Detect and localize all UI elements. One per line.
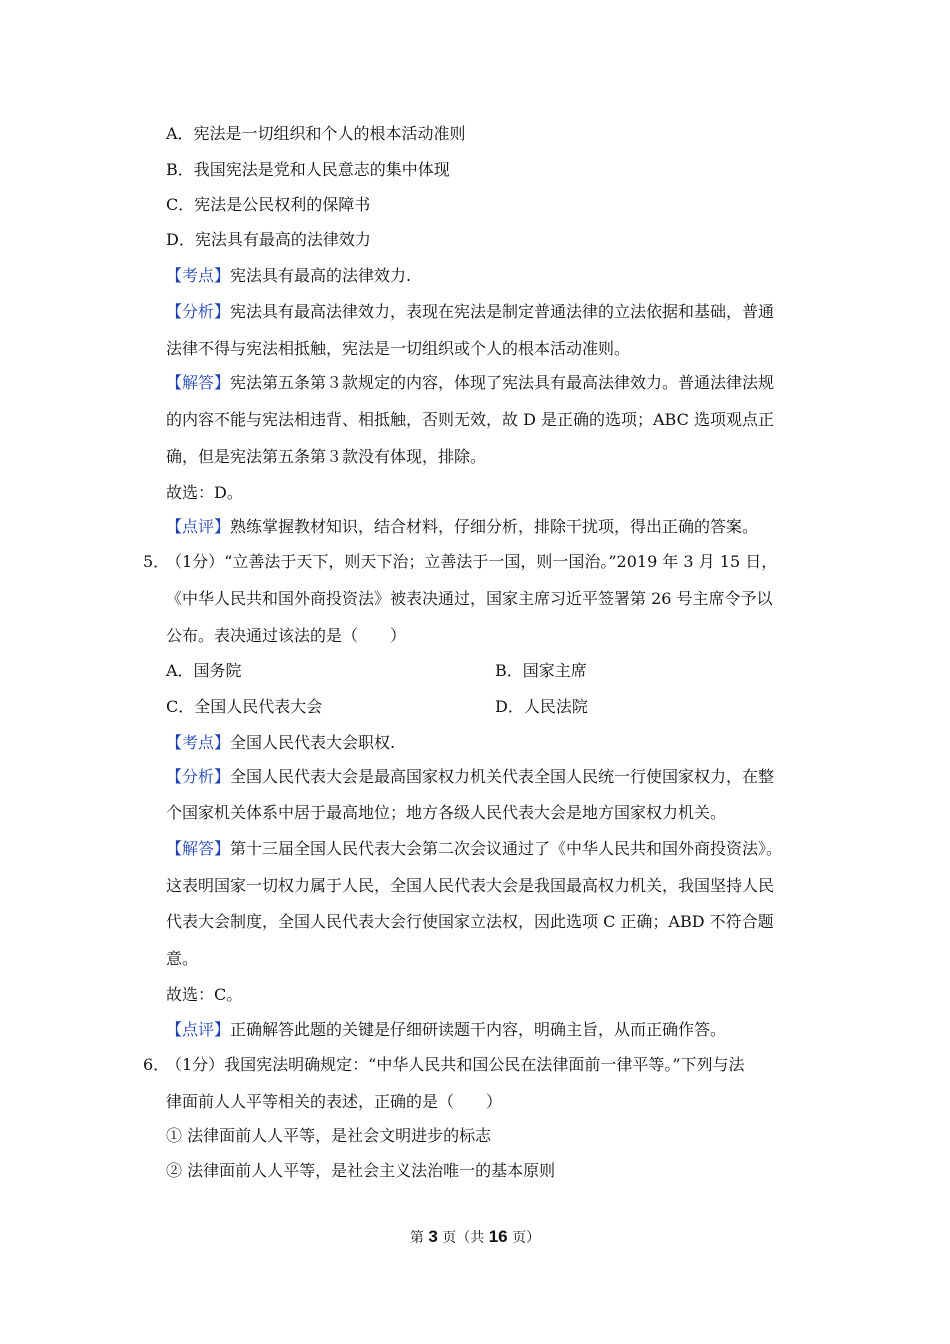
fenxi-tag: 【分析】 — [166, 767, 231, 786]
page-footer — [0, 1227, 950, 1248]
total-pages: 16 — [488, 1227, 508, 1246]
q5-fenxi-line2: 个国家机关体系中居于最高地位；地方各级人民代表大会是地方国家权力机关。 — [166, 803, 727, 822]
dianping-tag: 【点评】 — [166, 1020, 231, 1039]
q4-dianping — [166, 517, 758, 537]
fenxi-tag: 【分析】 — [166, 302, 231, 321]
q4-kaodian — [166, 266, 411, 286]
q6-number: 6． — [143, 1055, 170, 1074]
q4-fenxi — [166, 302, 774, 322]
q6-item-2: ② 法律面前人人平等，是社会主义法治唯一的基本原则 — [166, 1161, 556, 1180]
q5-kaodian — [166, 733, 395, 753]
q5-stem: （1分）“立善法于天下，则天下治；立善法于一国，则一国治。”2019 年 3 月 15 日， — [166, 552, 778, 571]
q4-option-d: D．宪法具有最高的法律效力 — [166, 230, 371, 249]
q5-stem-line2: 《中华人民共和国外商投资法》被表决通过，国家主席习近平签署第 26 号主席令予以 — [166, 589, 773, 608]
q5-number: 5． — [143, 552, 170, 571]
q6-stem-line2: 律面前人人平等相关的表述，正确的是（ ） — [166, 1092, 503, 1111]
footer-prefix: 第 — [409, 1230, 429, 1246]
jieda-text: 第十三届全国人民代表大会第二次会议通过了《中华人民共和国外商投资法》。 — [230, 839, 783, 858]
jieda-text: 宪法第五条第３款规定的内容，体现了宪法具有最高法律效力。普通法律法规 — [230, 373, 775, 392]
footer-suffix: 页） — [507, 1230, 541, 1246]
dianping-text: 正确解答此题的关键是仔细研读题干内容，明确主旨，从而正确作答。 — [230, 1020, 727, 1039]
q4-option-a: A．宪法是一切组织和个人的根本活动准则 — [166, 124, 466, 143]
q4-jieda-line2: 的内容不能与宪法相违背、相抵触，否则无效，故 D 是正确的选项；ABC 选项观点正 — [166, 410, 774, 429]
q4-jieda — [166, 373, 774, 393]
q5-jieda-line4: 意。 — [166, 949, 199, 968]
q5-option-d: D．人民法院 — [495, 697, 588, 716]
q4-jieda-line3: 确，但是宪法第五条第３款没有体现，排除。 — [166, 447, 487, 466]
q6-item-1: ① 法律面前人人平等，是社会文明进步的标志 — [166, 1126, 492, 1145]
q5-option-c: C．全国人民代表大会 — [166, 697, 323, 716]
fenxi-text: 全国人民代表大会是最高国家权力机关代表全国人民统一行使国家权力，在整 — [230, 767, 775, 786]
q5-fenxi — [166, 767, 774, 787]
q4-option-c: C．宪法是公民权利的保障书 — [166, 195, 371, 214]
jieda-tag: 【解答】 — [166, 373, 231, 392]
q5-jieda-line3: 代表大会制度，全国人民代表大会行使国家立法权，因此选项 C 正确；ABD 不符合题 — [166, 912, 774, 931]
q6-stem: （1分）我国宪法明确规定：“中华人民共和国公民在法律面前一律平等。”下列与法 — [166, 1055, 745, 1074]
q5-option-a: A．国务院 — [166, 661, 242, 680]
q4-option-b: B．我国宪法是党和人民意志的集中体现 — [166, 160, 450, 179]
page-number: 3 — [428, 1227, 438, 1246]
q4-fenxi-line2: 法律不得与宪法相抵触，宪法是一切组织或个人的根本活动准则。 — [166, 339, 631, 358]
q5-stem-line3: 公布。表决通过该法的是（ ） — [166, 626, 407, 645]
q5-dianping — [166, 1020, 726, 1040]
footer-middle: 页（共 — [437, 1230, 489, 1246]
fenxi-text: 宪法具有最高法律效力，表现在宪法是制定普通法律的立法依据和基础，普通 — [230, 302, 775, 321]
q5-answer: 故选：C。 — [166, 985, 243, 1004]
q5-option-b: B．国家主席 — [495, 661, 587, 680]
dianping-tag: 【点评】 — [166, 517, 231, 536]
kaodian-text: 宪法具有最高的法律效力. — [230, 266, 412, 285]
q5-jieda — [166, 839, 782, 859]
jieda-tag: 【解答】 — [166, 839, 231, 858]
kaodian-tag: 【考点】 — [166, 733, 231, 752]
dianping-text: 熟练掌握教材知识，结合材料，仔细分析，排除干扰项，得出正确的答案。 — [230, 517, 759, 536]
q4-answer: 故选：D。 — [166, 483, 243, 502]
kaodian-tag: 【考点】 — [166, 266, 231, 285]
q5-jieda-line2: 这表明国家一切权力属于人民，全国人民代表大会是我国最高权力机关，我国坚持人民 — [166, 876, 775, 895]
kaodian-text: 全国人民代表大会职权. — [230, 733, 396, 752]
